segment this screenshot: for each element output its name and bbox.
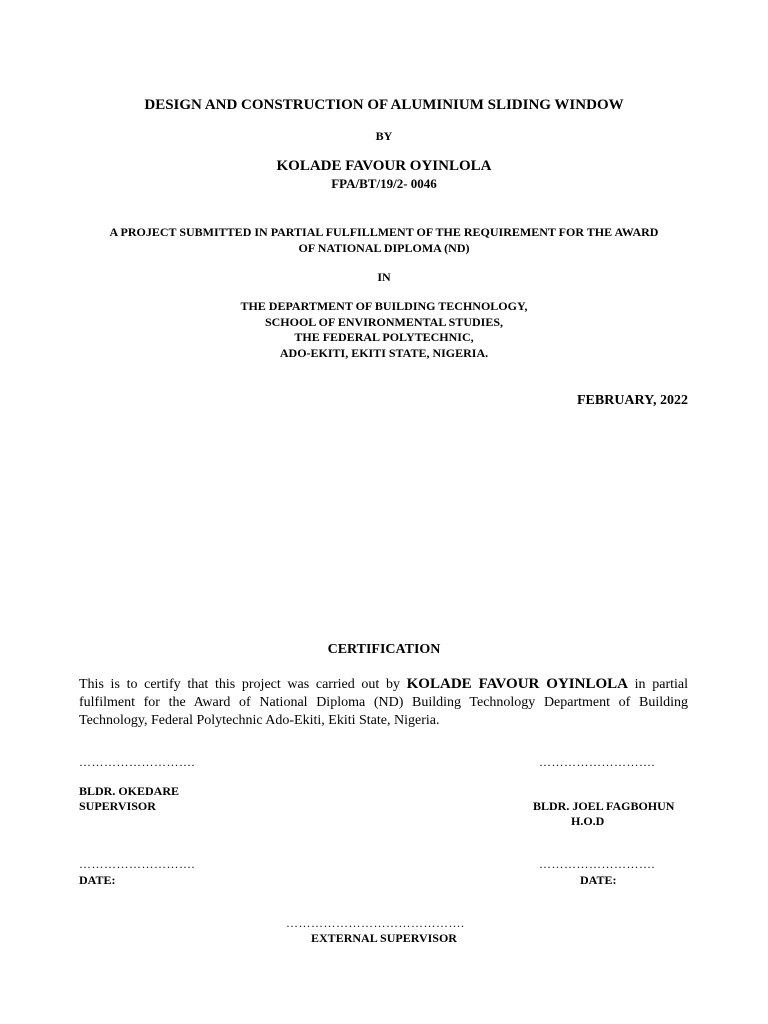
supervisor-signature-line: ……………………….	[79, 755, 195, 769]
hod-date-line: ……………………….	[539, 857, 655, 871]
registration-number: FPA/BT/19/2- 0046	[331, 176, 437, 191]
submission-date: FEBRUARY, 2022	[576, 393, 688, 408]
hod-role: H.O.D	[571, 814, 605, 828]
external-supervisor-label: EXTERNAL SUPERVISOR	[311, 931, 457, 945]
location-line: ADO-EKITI, EKITI STATE, NIGERIA.	[279, 345, 489, 360]
institution-block	[0, 299, 768, 361]
hod-signature-line: ……………………….	[539, 755, 655, 769]
school-line: SCHOOL OF ENVIRONMENTAL STUDIES,	[264, 314, 504, 329]
institution-line: THE FEDERAL POLYTECHNIC,	[294, 330, 474, 344]
supervisor-role: SUPERVISOR	[79, 799, 156, 813]
hod-date-label: DATE:	[580, 873, 617, 887]
certification-text-suffix: in partial fulfilment for the Award of National Diploma (ND) Building Technology Department of Building Technology, Federal Polytechnic Ado-Ekiti, Ekiti State, Nigeria.	[79, 677, 688, 728]
certification-text-prefix: This is to certify that this project was carried out by	[79, 677, 407, 692]
certification-heading: CERTIFICATION	[327, 642, 441, 657]
submission-statement-line2: OF NATIONAL DIPLOMA (ND)	[298, 241, 470, 255]
author-name: KOLADE FAVOUR OYINLOLA	[276, 158, 492, 174]
supervisor-name: BLDR. OKEDARE	[79, 784, 180, 798]
project-title: DESIGN AND CONSTRUCTION OF ALUMINIUM SLIDING WINDOW	[144, 97, 624, 113]
in-label: IN	[377, 270, 391, 284]
supervisor-date-line: ……………………….	[79, 857, 195, 871]
certification-body	[79, 675, 688, 730]
external-supervisor-signature-line: …………………………………….	[286, 916, 465, 930]
submission-statement-line1: A PROJECT SUBMITTED IN PARTIAL FULFILLMENT OF THE REQUIREMENT FOR THE AWARD	[109, 225, 659, 239]
hod-name: BLDR. JOEL FAGBOHUN	[533, 799, 675, 813]
supervisor-date-label: DATE:	[79, 873, 116, 887]
certification-author-name: KOLADE FAVOUR OYINLOLA	[406, 676, 628, 692]
by-label: BY	[375, 129, 393, 143]
department-line: THE DEPARTMENT OF BUILDING TECHNOLOGY,	[240, 299, 528, 313]
